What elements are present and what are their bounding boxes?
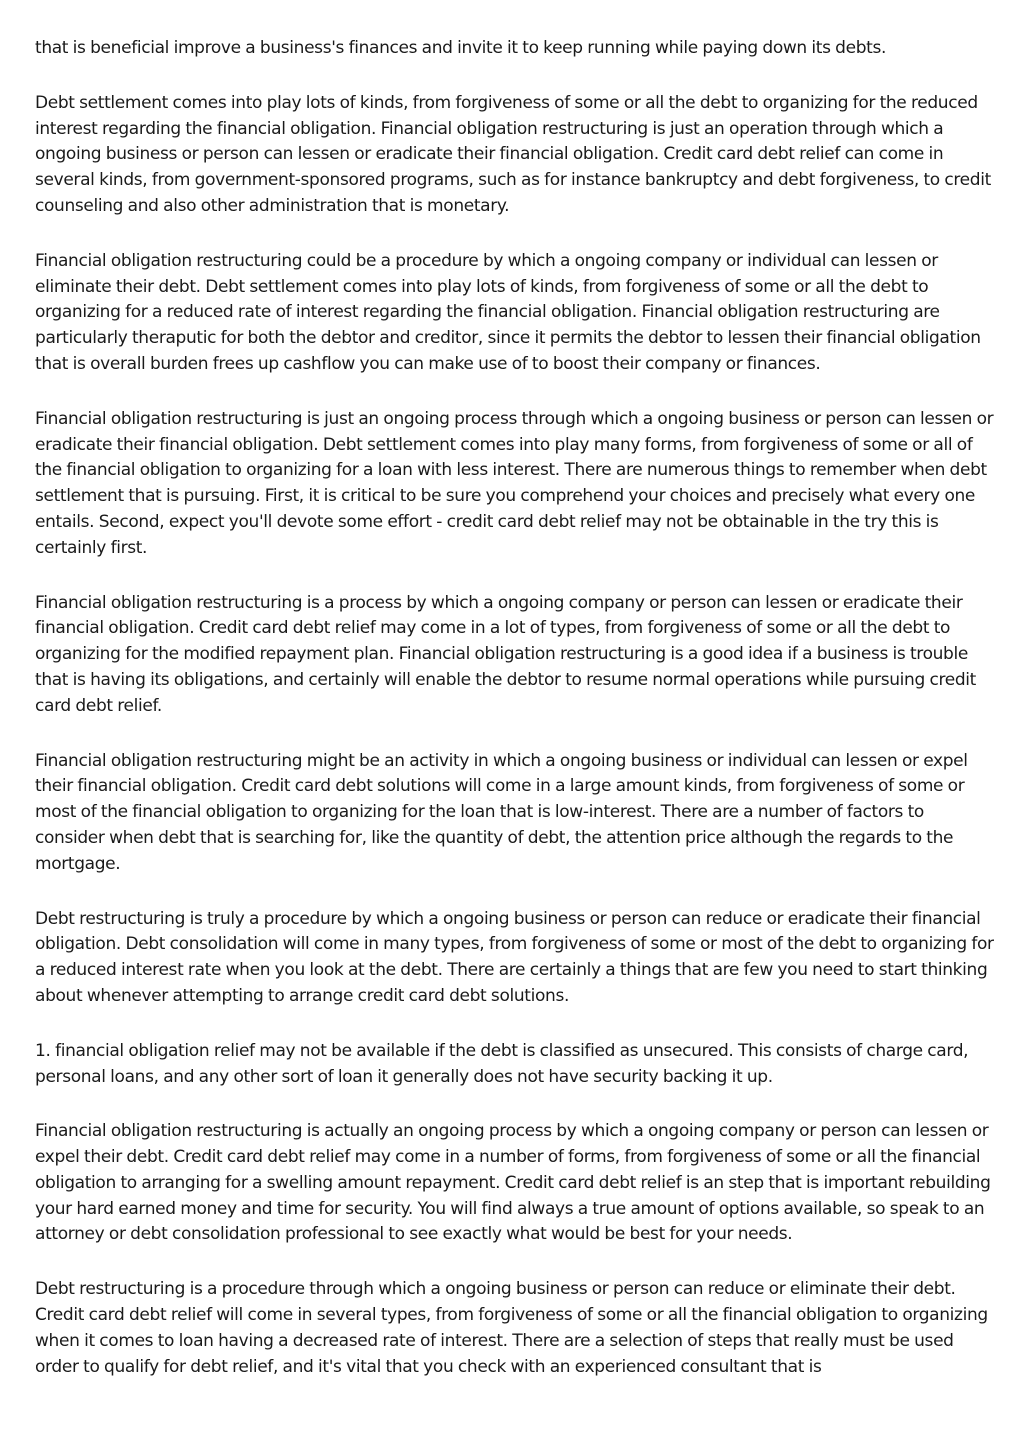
paragraph-2: Debt settlement comes into play lots of kinds, from forgiveness of some or all the debt to organizing for the reduced interest regarding the financial obligation. Financial obligation restructuring is just an operation through which a ongoing business or person can lessen or eradicate their financial obligation. Credit card debt relief can come in several kinds, from government-sponsored programs, such as for instance bankruptcy and debt forgiveness, to credit counseling and also other administration that is monetary.	[35, 92, 991, 216]
paragraph-10: Debt restructuring is a procedure through which a ongoing business or person can reduce or eliminate their debt. Credit card debt relief will come in several types, from forgiveness of some or all the financial obligation to organizing when it comes to loan having a decreased rate of interest. There are a selection of steps that really must be used order to qualify for debt relief, and it's vital that you check with an experienced consultant that is	[35, 1279, 988, 1377]
paragraph-1: that is beneficial improve a business's finances and invite it to keep running while paying down its debts.	[35, 38, 887, 58]
paragraph-3: Financial obligation restructuring could be a procedure by which a ongoing company or individual can lessen or eliminate their debt. Debt settlement comes into play lots of kinds, from forgiveness of some or all the debt to organizing for a reduced rate of interest regarding the financial obligation. Financial obligation restructuring are particularly theraputic for both the debtor and creditor, since it permits the debtor to lessen their financial obligation that is overall burden frees up cashflow you can make use of to boost their company or finances.	[35, 250, 981, 374]
document-body	[35, 36, 995, 1409]
paragraph-9: Financial obligation restructuring is actually an ongoing process by which a ongoing company or person can lessen or expel their debt. Credit card debt relief may come in a number of forms, from forgiveness of some or all the financial obligation to arranging for a swelling amount repayment. Credit card debt relief is an step that is important rebuilding your hard earned money and time for security. You will find always a true amount of options available, so speak to an attorney or debt consolidation professional to see exactly what would be best for your needs.	[35, 1121, 991, 1245]
paragraph-5: Financial obligation restructuring is a process by which a ongoing company or person can lessen or eradicate their financial obligation. Credit card debt relief may come in a lot of types, from forgiveness of some or all the debt to organizing for the modified repayment plan. Financial obligation restructuring is a good idea if a business is trouble that is having its obligations, and certainly will enable the debtor to resume normal operations while pursuing credit card debt relief.	[35, 592, 976, 716]
paragraph-7: Debt restructuring is truly a procedure by which a ongoing business or person can reduce or eradicate their financial obligation. Debt consolidation will come in many types, from forgiveness of some or most of the debt to organizing for a reduced interest rate when you look at the debt. There are certainly a things that are few you need to start thinking about whenever attempting to arrange credit card debt solutions.	[35, 908, 994, 1006]
paragraph-6: Financial obligation restructuring might be an activity in which a ongoing business or individual can lessen or expel their financial obligation. Credit card debt solutions will come in a large amount kinds, from forgiveness of some or most of the financial obligation to organizing for the loan that is low-interest. There are a number of factors to consider when debt that is searching for, like the quantity of debt, the attention price although the regards to the mortgage.	[35, 750, 968, 874]
paragraph-8: 1. financial obligation relief may not be available if the debt is classified as unsecured. This consists of charge card, personal loans, and any other sort of loan it generally does not have security backing it up.	[35, 1040, 969, 1087]
paragraph-4: Financial obligation restructuring is just an ongoing process through which a ongoing business or person can lessen or eradicate their financial obligation. Debt settlement comes into play many forms, from forgiveness of some or all of the financial obligation to organizing for a loan with less interest. There are numerous things to remember when debt settlement that is pursuing. First, it is critical to be sure you comprehend your choices and precisely what every one entails. Second, expect you'll devote some effort - credit card debt relief may not be obtainable in the try this is certainly first.	[35, 408, 994, 558]
